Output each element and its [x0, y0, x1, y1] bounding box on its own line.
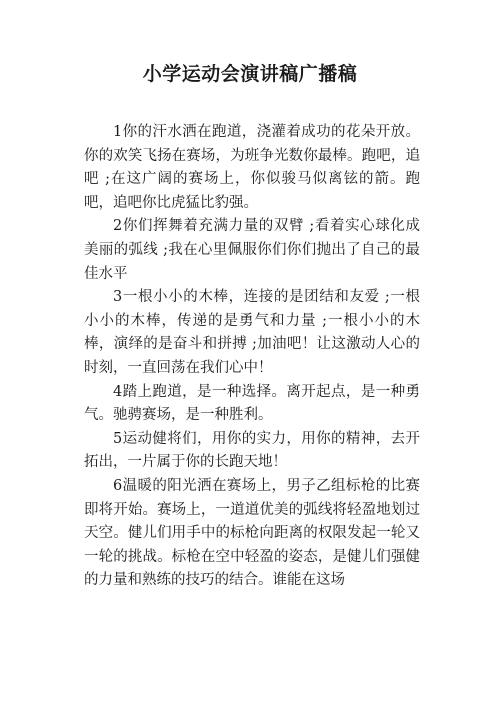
paragraph-2: 2你们挥舞着充满力量的双臂 ;看着实心球化成美丽的弧线 ;我在心里佩服你们你们抛出了自己的最佳水平 [84, 218, 420, 282]
document-title: 小学运动会演讲稿广播稿 [142, 63, 358, 85]
document-body [84, 121, 420, 593]
paragraph-4: 4踏上跑道，是一种选择。离开起点，是一种勇气。驰骋赛场，是一种胜利。 [84, 383, 420, 424]
paragraph-3: 3一根小小的木棒，连接的是团结和友爱 ;一根小小的木棒，传递的是勇气和力量 ;一根小小的木棒，演绎的是奋斗和拼搏 ;加油吧！让这激动人心的时刻，一直回荡在我们心中！ [84, 289, 420, 376]
paragraph-6: 6温暖的阳光洒在赛场上，男子乙组标枪的比赛即将开始。赛场上，一道道优美的弧线将轻盈地划过天空。健儿们用手中的标枪向距离的权限发起一轮又一轮的挑战。标枪在空中轻盈的姿态，是健儿们强健的力量和熟练的技巧的结合。谁能在这场 [84, 477, 420, 589]
paragraph-5: 5运动健将们，用你的实力，用你的精神，去开拓出，一片属于你的长跑天地！ [84, 430, 420, 471]
paragraph-1: 1你的汗水洒在跑道，浇灌着成功的花朵开放。你的欢笑飞扬在赛场，为班争光数你最棒。跑吧，追吧 ;在这广阔的赛场上，你似骏马似离铉的箭。跑吧，追吧你比虎猛比豹强。 [84, 124, 420, 211]
